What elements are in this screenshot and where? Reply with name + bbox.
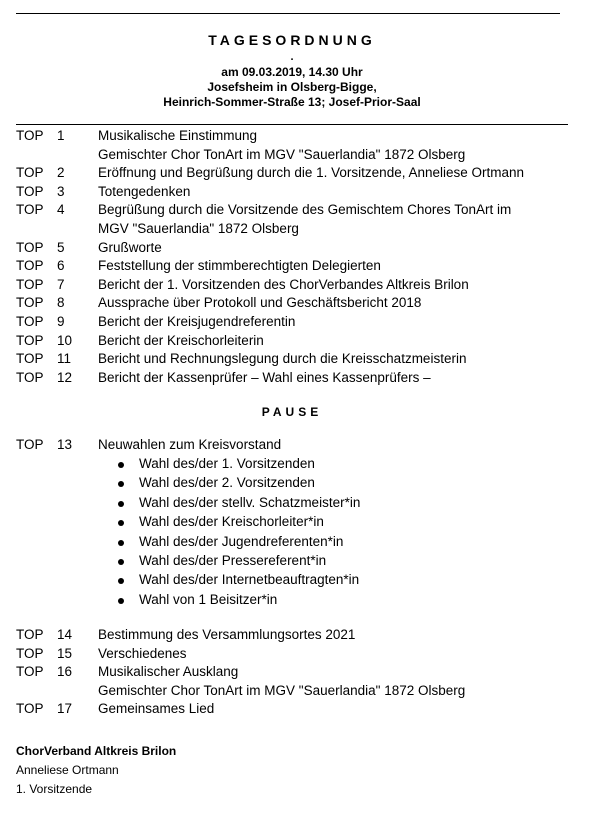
agenda-item (0, 165, 600, 183)
item-number: 5 (57, 239, 65, 255)
election-item (0, 553, 600, 571)
election-text: Wahl des/der Internetbeauftragten*in (139, 572, 360, 588)
item-number: 15 (57, 645, 73, 661)
item-text: Bericht der Kassenprüfer – Wahl eines Kassenprüfers – (98, 369, 431, 385)
meeting-address: Heinrich-Sommer-Straße 13; Josef-Prior-Saal (163, 95, 421, 109)
agenda-item (0, 437, 600, 455)
top-label: TOP (16, 332, 44, 348)
item-text: Bericht der Kreischorleiterin (98, 332, 264, 348)
bullet-icon (118, 598, 124, 604)
election-item (0, 495, 600, 513)
election-item (0, 534, 600, 552)
election-text: Wahl des/der stellv. Schatzmeister*in (139, 494, 361, 510)
item-text: Eröffnung und Begrüßung durch die 1. Vorsitzende, Anneliese Ortmann (98, 165, 525, 181)
agenda-item (0, 221, 600, 239)
top-label: TOP (16, 437, 44, 452)
top-label: TOP (16, 314, 44, 329)
agenda-item (0, 646, 600, 664)
election-text: Wahl des/der Jugendreferenten*in (139, 533, 344, 549)
item-text: Feststellung der stimmberechtigten Delegierten (98, 258, 381, 274)
agenda-item (0, 627, 600, 645)
item-number: 7 (57, 276, 65, 292)
agenda-item (0, 351, 600, 369)
election-item (0, 592, 600, 610)
bullet-icon (118, 540, 124, 546)
item-text: Aussprache über Protokoll und Geschäftsbericht 2018 (98, 295, 422, 311)
item-text: Musikalische Einstimmung (98, 128, 258, 143)
item-text: Begrüßung durch die Vorsitzende des Gemischtem Chores TonArt im (98, 202, 512, 218)
item-number: 8 (57, 295, 65, 311)
item-number: 14 (57, 627, 73, 642)
election-item (0, 514, 600, 532)
agenda-item (0, 202, 600, 220)
top-label: TOP (16, 701, 44, 717)
top-label: TOP (16, 627, 44, 642)
item-number: 2 (57, 165, 65, 181)
election-item (0, 475, 600, 493)
top-label: TOP (16, 645, 44, 661)
item-number: 16 (57, 664, 73, 680)
item-text: Bericht der Kreisjugendreferentin (98, 314, 296, 329)
top-label: TOP (16, 369, 44, 385)
agenda-item (0, 128, 600, 146)
top-label: TOP (16, 239, 44, 255)
item-number: 13 (57, 437, 73, 452)
meeting-date: am 09.03.2019, 14.30 Uhr (221, 65, 363, 79)
agenda-item (0, 664, 600, 682)
item-number: 10 (57, 332, 73, 348)
item-number: 9 (57, 314, 65, 329)
section-divider (16, 124, 568, 125)
agenda-item (0, 184, 600, 202)
top-label: TOP (16, 295, 44, 311)
election-item (0, 572, 600, 590)
item-text: Bericht und Rechnungslegung durch die Kreisschatzmeisterin (98, 351, 467, 367)
item-number: 11 (57, 351, 72, 367)
item-text: Grußworte (98, 239, 162, 255)
bullet-icon (118, 578, 124, 584)
top-label: TOP (16, 165, 44, 181)
pause-heading: PAUSE (261, 405, 323, 419)
item-text: Gemeinsames Lied (98, 701, 215, 717)
top-label: TOP (16, 183, 44, 199)
page-title: TAGESORDNUNG (208, 32, 376, 48)
top-label: TOP (16, 664, 44, 680)
election-text: Wahl von 1 Beisitzer*in (139, 591, 278, 607)
election-text: Wahl des/der 2. Vorsitzenden (139, 475, 315, 491)
election-item (0, 456, 600, 474)
item-text: Gemischter Chor TonArt im MGV "Sauerlandia" 1872 Olsberg (98, 146, 466, 162)
agenda-item (0, 683, 600, 701)
agenda-item (0, 240, 600, 258)
signature-organization: ChorVerband Altkreis Brilon (16, 744, 177, 758)
agenda-item (0, 277, 600, 295)
agenda-item (0, 370, 600, 388)
bullet-icon (118, 501, 124, 507)
agenda-item (0, 701, 600, 719)
top-label: TOP (16, 128, 44, 143)
item-number: 6 (57, 258, 65, 274)
bullet-icon (118, 481, 124, 487)
agenda-item (0, 295, 600, 313)
item-text: Verschiedenes (98, 645, 187, 661)
item-text: Neuwahlen zum Kreisvorstand (98, 437, 282, 452)
item-number: 3 (57, 183, 65, 199)
top-label: TOP (16, 351, 44, 367)
bullet-icon (118, 520, 124, 526)
item-text: Gemischter Chor TonArt im MGV "Sauerlandia" 1872 Olsberg (98, 682, 466, 698)
signature-name: Anneliese Ortmann (16, 763, 119, 777)
agenda-item (0, 314, 600, 332)
agenda-item (0, 333, 600, 351)
item-number: 4 (57, 202, 65, 218)
election-text: Wahl des/der Pressereferent*in (139, 553, 327, 568)
item-text: Totengedenken (98, 183, 191, 199)
title-dot: . (290, 51, 294, 63)
top-label: TOP (16, 276, 44, 292)
bullet-icon (118, 462, 124, 468)
item-text: Musikalischer Ausklang (98, 664, 239, 680)
agenda-item (0, 147, 600, 165)
bullet-icon (118, 559, 124, 565)
agenda-item (0, 258, 600, 276)
election-text: Wahl des/der Kreischorleiter*in (139, 514, 324, 530)
item-text: Bericht der 1. Vorsitzenden des ChorVerbandes Altkreis Brilon (98, 276, 469, 292)
item-number: 12 (57, 369, 73, 385)
top-rule (16, 13, 560, 14)
item-number: 1 (57, 128, 65, 143)
top-label: TOP (16, 258, 44, 274)
meeting-venue: Josefsheim in Olsberg-Bigge, (207, 80, 377, 94)
election-text: Wahl des/der 1. Vorsitzenden (139, 456, 315, 471)
top-label: TOP (16, 202, 44, 218)
item-text: MGV "Sauerlandia" 1872 Olsberg (98, 221, 299, 236)
signature-role: 1. Vorsitzende (16, 782, 93, 796)
item-text: Bestimmung des Versammlungsortes 2021 (98, 627, 356, 642)
item-number: 17 (57, 701, 73, 717)
